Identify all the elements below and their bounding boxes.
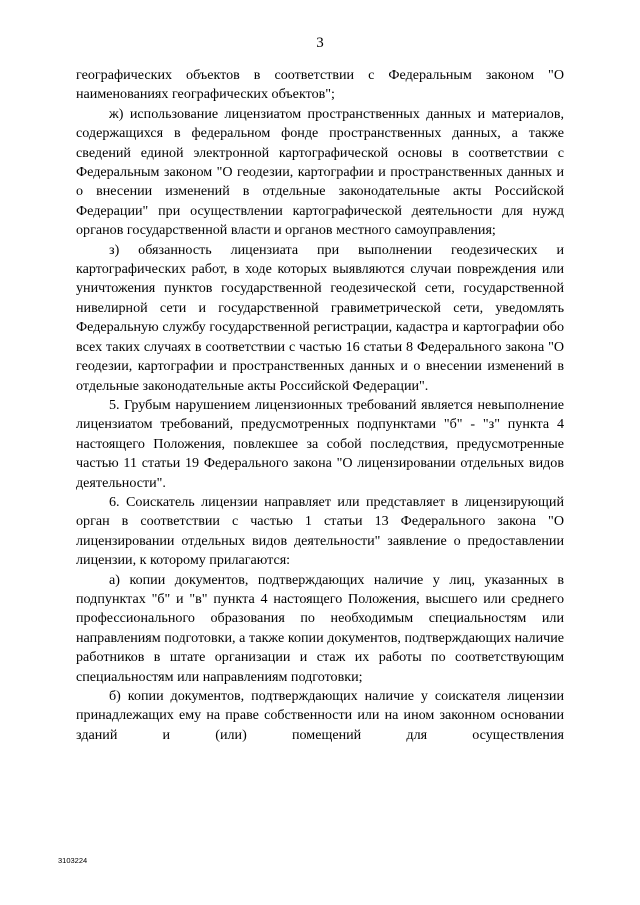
paragraph-item-a: а) копии документов, подтверждающих наличие у лиц, указанных в подпунктах "б" и "в" пункта 4 настоящего Положения, высшего или среднего профессионального образования по необходимым специальностям или направлениям подготовки, а также копии документов, подтверждающих наличие работников в штате организации и стаж их работы по соответствующим специальностям или направлениям подготовки; <box>76 571 564 685</box>
paragraph-item-zh: ж) использование лицензиатом пространственных данных и материалов, содержащихся в федеральном фонде пространственных данных, а также сведений единой электронной картографической основы в соответствии с Федеральным законом "О геодезии, картографии и пространственных данных и о внесении изменений в отдельные законодательные акты Российской Федерации" при осуществлении картографической деятельности для нужд органов государственной власти и органов местного самоуправления; <box>76 105 564 239</box>
paragraph-clause-6: 6. Соискатель лицензии направляет или представляет в лицензирующий орган в соответствии с частью 1 статьи 13 Федерального закона "О лицензировании отдельных видов деятельности" заявление о предоставлении лицензии, к которому прилагаются: <box>76 493 564 569</box>
paragraph-item-b: б) копии документов, подтверждающих наличие у соискателя лицензии принадлежащих ему на праве собственности или на ином законном основании зданий и (или) помещений для осуществления <box>76 688 564 743</box>
paragraph-geographic-objects: географических объектов в соответствии с Федеральным законом "О наименованиях географических объектов"; <box>76 67 564 103</box>
paragraph-clause-5: 5. Грубым нарушением лицензионных требований является невыполнение лицензиатом требований, предусмотренных подпунктами "б" - "з" пункта 4 настоящего Положения, повлекшее за собой последствия, предусмотренные частью 11 статьи 19 Федерального закона "О лицензировании отдельных видов деятельности". <box>76 396 564 491</box>
page-number: 3 <box>316 35 324 51</box>
document-body <box>76 66 564 745</box>
document-code: 3103224 <box>58 856 88 865</box>
paragraph-item-z: з) обязанность лицензиата при выполнении геодезических и картографических работ, в ходе которых выявляются случаи повреждения или уничтожения пунктов государственной геодезической сети, государственной нивелирной сети и государственной гравиметрической сети, уведомлять Федеральную службу государственной регистрации, кадастра и картографии обо всех таких случаях в соответствии с частью 16 статьи 8 Федерального закона "О геодезии, картографии и пространственных данных и о внесении изменений в отдельные законодательные акты Российской Федерации". <box>76 241 564 394</box>
